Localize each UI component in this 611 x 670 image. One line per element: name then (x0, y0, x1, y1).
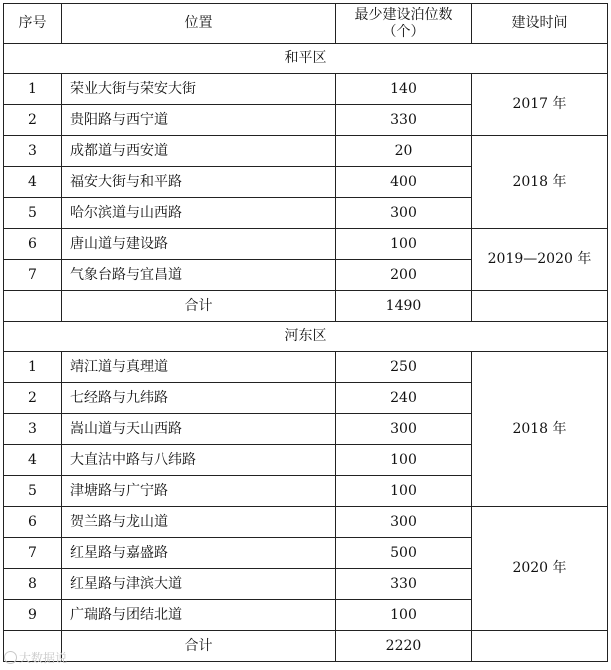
row-no: 5 (4, 476, 62, 507)
row-no: 2 (4, 383, 62, 414)
row-location: 哈尔滨道与山西路 (62, 198, 336, 229)
row-no: 5 (4, 198, 62, 229)
row-no: 7 (4, 260, 62, 291)
row-no: 1 (4, 352, 62, 383)
row-location: 气象台路与宜昌道 (62, 260, 336, 291)
header-no: 序号 (4, 4, 62, 44)
table-row (4, 507, 608, 538)
row-location: 贺兰路与龙山道 (62, 507, 336, 538)
row-location: 福安大街与和平路 (62, 167, 336, 198)
section-title-hedong: 河东区 (4, 322, 608, 352)
row-no: 3 (4, 414, 62, 445)
row-spaces: 500 (336, 538, 472, 569)
total-empty-cell (4, 291, 62, 322)
row-spaces: 300 (336, 414, 472, 445)
row-no: 2 (4, 105, 62, 136)
total-row-hedong (4, 631, 608, 662)
row-spaces: 200 (336, 260, 472, 291)
row-location: 贵阳路与西宁道 (62, 105, 336, 136)
row-no: 3 (4, 136, 62, 167)
row-location: 广瑞路与团结北道 (62, 600, 336, 631)
row-spaces: 100 (336, 229, 472, 260)
header-spaces-line1: 最少建设泊位数 (354, 6, 453, 23)
total-value: 1490 (336, 291, 472, 322)
row-spaces: 300 (336, 507, 472, 538)
row-location: 成都道与西安道 (62, 136, 336, 167)
header-time: 建设时间 (472, 4, 608, 44)
row-no: 8 (4, 569, 62, 600)
time-cell: 2017 年 (472, 74, 608, 136)
row-spaces: 400 (336, 167, 472, 198)
row-location: 唐山道与建设路 (62, 229, 336, 260)
header-row (4, 4, 608, 44)
row-location: 红星路与津滨大道 (62, 569, 336, 600)
table-row (4, 352, 608, 383)
row-location: 津塘路与广宁路 (62, 476, 336, 507)
total-label: 合计 (62, 631, 336, 662)
row-no: 7 (4, 538, 62, 569)
row-spaces: 240 (336, 383, 472, 414)
time-cell: 2018 年 (472, 352, 608, 507)
table-row (4, 136, 608, 167)
row-location: 大直沽中路与八纬路 (62, 445, 336, 476)
row-location: 红星路与嘉盛路 (62, 538, 336, 569)
header-location: 位置 (62, 4, 336, 44)
total-empty-cell (472, 291, 608, 322)
row-spaces: 330 (336, 105, 472, 136)
section-title-heping: 和平区 (4, 44, 608, 74)
row-location: 七经路与九纬路 (62, 383, 336, 414)
row-spaces: 100 (336, 476, 472, 507)
row-location: 荣业大街与荣安大街 (62, 74, 336, 105)
parking-construction-table (3, 3, 608, 662)
time-cell: 2020 年 (472, 507, 608, 631)
row-no: 4 (4, 167, 62, 198)
row-spaces: 100 (336, 445, 472, 476)
row-no: 1 (4, 74, 62, 105)
row-spaces: 140 (336, 74, 472, 105)
total-value: 2220 (336, 631, 472, 662)
total-empty-cell (472, 631, 608, 662)
row-no: 6 (4, 507, 62, 538)
watermark-text: 大数据说 (19, 651, 68, 665)
row-spaces: 300 (336, 198, 472, 229)
table-row (4, 229, 608, 260)
row-location: 嵩山道与天山西路 (62, 414, 336, 445)
total-row-heping (4, 291, 608, 322)
row-spaces: 20 (336, 136, 472, 167)
total-label: 合计 (62, 291, 336, 322)
time-cell: 2018 年 (472, 136, 608, 229)
row-spaces: 330 (336, 569, 472, 600)
row-spaces: 100 (336, 600, 472, 631)
header-spaces-line2: （个） (382, 23, 425, 40)
watermark-logo-icon (4, 651, 17, 664)
row-spaces: 250 (336, 352, 472, 383)
table-row (4, 74, 608, 105)
row-no: 9 (4, 600, 62, 631)
time-cell: 2019—2020 年 (472, 229, 608, 291)
row-no: 4 (4, 445, 62, 476)
header-spaces (336, 4, 472, 44)
row-location: 靖江道与真理道 (62, 352, 336, 383)
watermark (4, 649, 67, 666)
section-row-hedong (4, 322, 608, 352)
section-row-heping (4, 44, 608, 74)
row-no: 6 (4, 229, 62, 260)
